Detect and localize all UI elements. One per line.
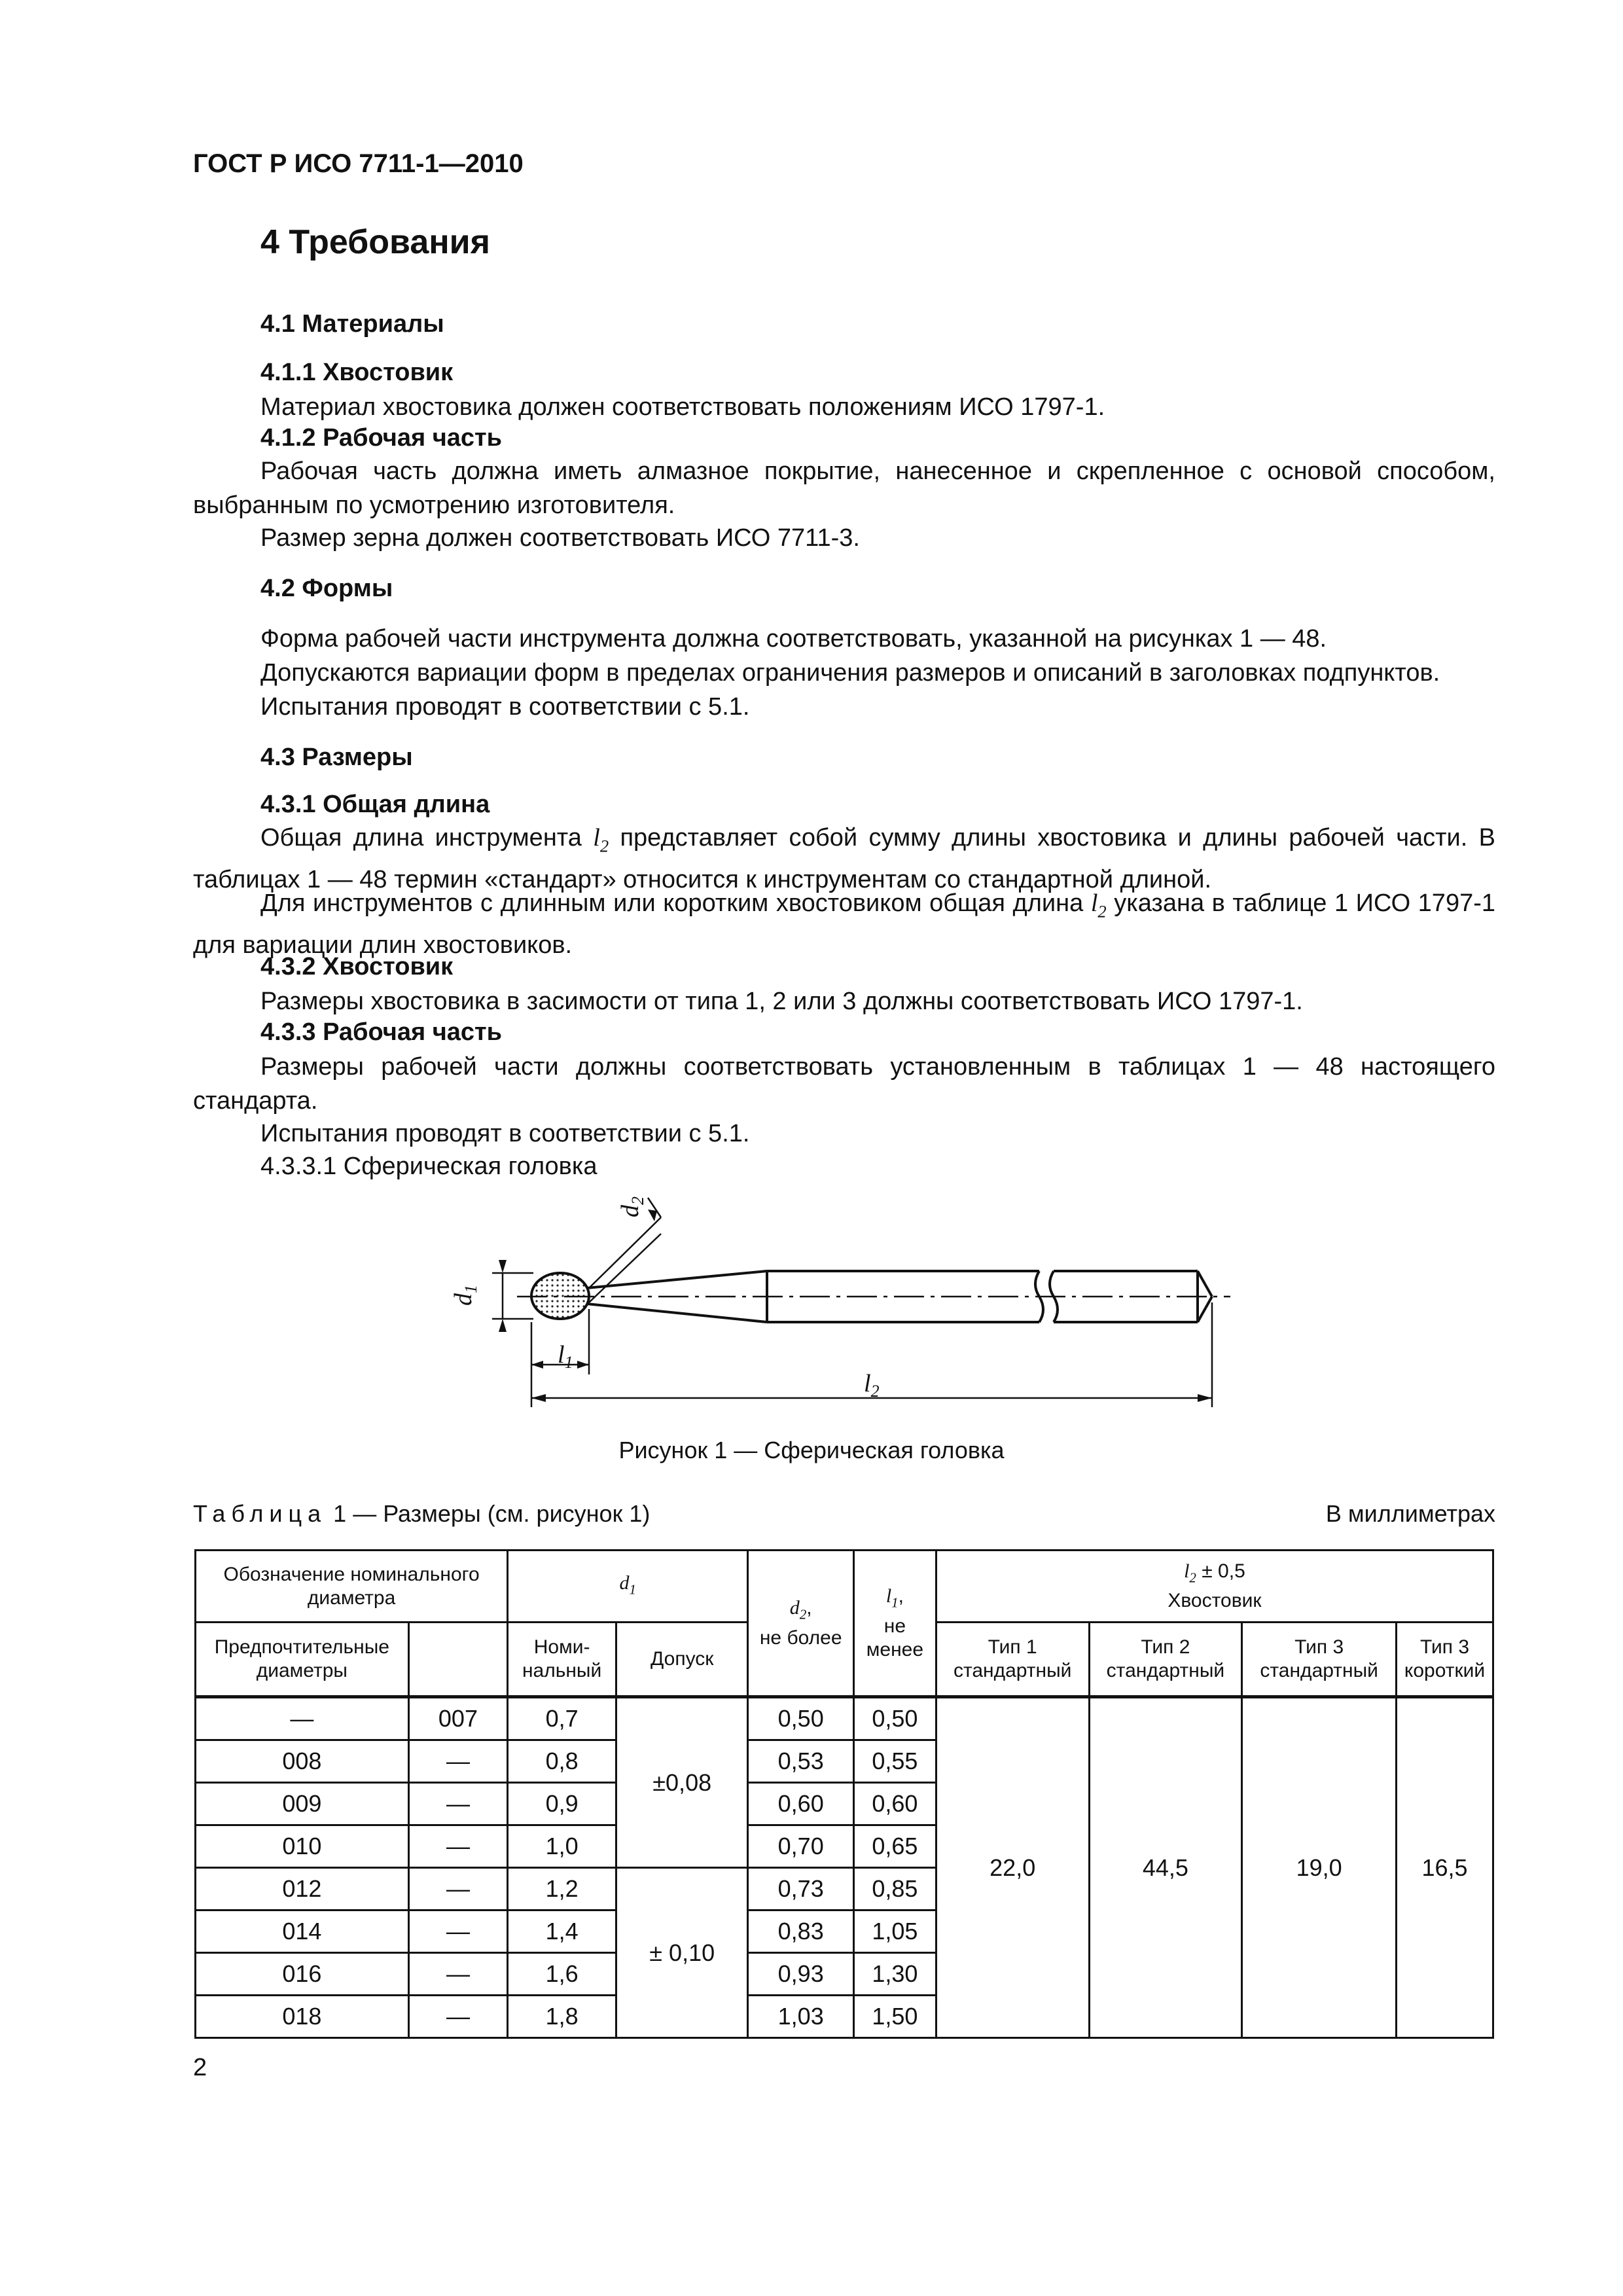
table-row: 016 — 1,6 0,93 1,30	[196, 1953, 1493, 1996]
header-type2: Тип 2 стандартный	[1089, 1623, 1242, 1697]
header-designation: Обозначение номинального диаметра	[196, 1551, 508, 1623]
header-nominal: Номи-нальный	[508, 1623, 616, 1697]
total-length-text-2a: Для инструментов с длинным или коротким хвостовиком общая длина	[260, 889, 1084, 917]
header-l1: $l_1$, не менее	[854, 1551, 936, 1697]
table-unit: В миллиметрах	[1325, 1500, 1495, 1527]
total-length-text-1b: представляет собой сумму длины хвостовика и длины рабочей части. В таблицах 1 — 48 термин «стандарт» относится к инструментам со стандартной длиной.	[193, 824, 1496, 894]
heading-materials: 4.1 Материалы	[260, 310, 444, 338]
l2-label: $l_2$	[864, 1370, 880, 1401]
table-row: 012 — 1,2 ± 0,10 0,73 0,85	[196, 1868, 1493, 1910]
l2-type3-value: 19,0	[1242, 1697, 1397, 2038]
table-row: 008 — 0,8 0,53 0,55	[196, 1740, 1493, 1783]
forms-text-3: Испытания проводят в соответствии с 5.1.	[260, 693, 750, 721]
forms-text-2: Допускаются вариации форм в пределах ограничения размеров и описаний в заголовках подпунктов.	[260, 659, 1440, 687]
d2-label: $d_2$	[616, 1196, 647, 1217]
d1-label: $d_1$	[450, 1285, 480, 1306]
l2-symbol: $l_2$	[1090, 889, 1107, 922]
tolerance-b: ± 0,10	[616, 1868, 747, 2038]
shank-size-text: Размеры хвостовика в засимости от типа 1, 2 или 3 должны соответствовать ИСО 1797-1.	[260, 988, 1303, 1015]
document-header: ГОСТ Р ИСО 7711-1—2010	[193, 149, 524, 178]
header-d1: $d_1$	[508, 1551, 748, 1623]
table-row: — 007 0,7 ±0,08 0,50 0,50 22,0 44,5 19,0 16,5	[196, 1697, 1493, 1740]
table-row: 009 — 0,9 0,60 0,60	[196, 1783, 1493, 1825]
shank-material-text: Материал хвостовика должен соответствовать положениям ИСО 1797-1.	[260, 393, 1105, 421]
header-other	[408, 1623, 508, 1697]
total-length-text-1a: Общая длина инструмента	[260, 824, 582, 852]
header-type3: Тип 3 стандартный	[1242, 1623, 1397, 1697]
table-caption-text: 1 — Размеры (см. рисунок 1)	[333, 1500, 651, 1527]
heading-forms: 4.2 Формы	[260, 575, 393, 602]
heading-working-size: 4.3.3 Рабочая часть	[260, 1018, 503, 1046]
header-preferred: Предпочтительные диаметры	[196, 1623, 409, 1697]
header-type3-short: Тип 3 короткий	[1397, 1623, 1493, 1697]
heading-total-length: 4.3.1 Общая длина	[260, 791, 490, 818]
table-caption-label: Таблица	[193, 1500, 327, 1527]
table-caption	[193, 1500, 650, 1528]
dimensions-table	[194, 1549, 1494, 2039]
sphere-subheading: 4.3.3.1 Сферическая головка	[260, 1153, 597, 1180]
section-title: 4 Требования	[260, 223, 490, 261]
header-d2: $d_2$, не более	[748, 1551, 854, 1697]
tests-text: Испытания проводят в соответствии с 5.1.	[260, 1120, 750, 1147]
tolerance-a: ±0,08	[616, 1697, 747, 1868]
forms-text-1: Форма рабочей части инструмента должна соответствовать, указанной на рисунках 1 — 48.	[260, 625, 1327, 653]
heading-working-material: 4.1.2 Рабочая часть	[260, 424, 503, 452]
l2-type1-value: 22,0	[936, 1697, 1089, 2038]
heading-shank-material: 4.1.1 Хвостовик	[260, 359, 454, 386]
table-row: 018 — 1,8 1,03 1,50	[196, 1996, 1493, 2038]
working-material-text: Рабочая часть должна иметь алмазное покрытие, нанесенное и скрепленное с основой способом, выбранным по усмотрению изготовителя.	[193, 457, 1495, 519]
table-row: 010 — 1,0 0,70 0,65	[196, 1825, 1493, 1868]
heading-sizes: 4.3 Размеры	[260, 744, 413, 771]
l1-label: $l_1$	[558, 1341, 573, 1372]
working-size-text: Размеры рабочей части должны соответствовать установленным в таблицах 1 — 48 настоящего стандарта.	[193, 1053, 1495, 1115]
l2-type2-value: 44,5	[1089, 1697, 1242, 2038]
header-l2: $l_2 \pm 0,5$ Хвостовик	[936, 1551, 1493, 1623]
l2-type3-short-value: 16,5	[1397, 1697, 1493, 2038]
header-tolerance: Допуск	[616, 1623, 747, 1697]
heading-shank-size: 4.3.2 Хвостовик	[260, 953, 454, 980]
header-type1: Тип 1 стандартный	[936, 1623, 1089, 1697]
l2-symbol: $l_2$	[593, 824, 609, 856]
figure-caption: Рисунок 1 — Сферическая головка	[618, 1437, 1005, 1463]
grain-size-text: Размер зерна должен соответствовать ИСО 7711-3.	[260, 524, 860, 552]
total-length-text-2b: указана в таблице 1 ИСО 1797-1 для вариации длин хвостовиков.	[193, 889, 1496, 960]
page-number: 2	[193, 2054, 207, 2081]
table-row: 014 — 1,4 0,83 1,05	[196, 1910, 1493, 1953]
